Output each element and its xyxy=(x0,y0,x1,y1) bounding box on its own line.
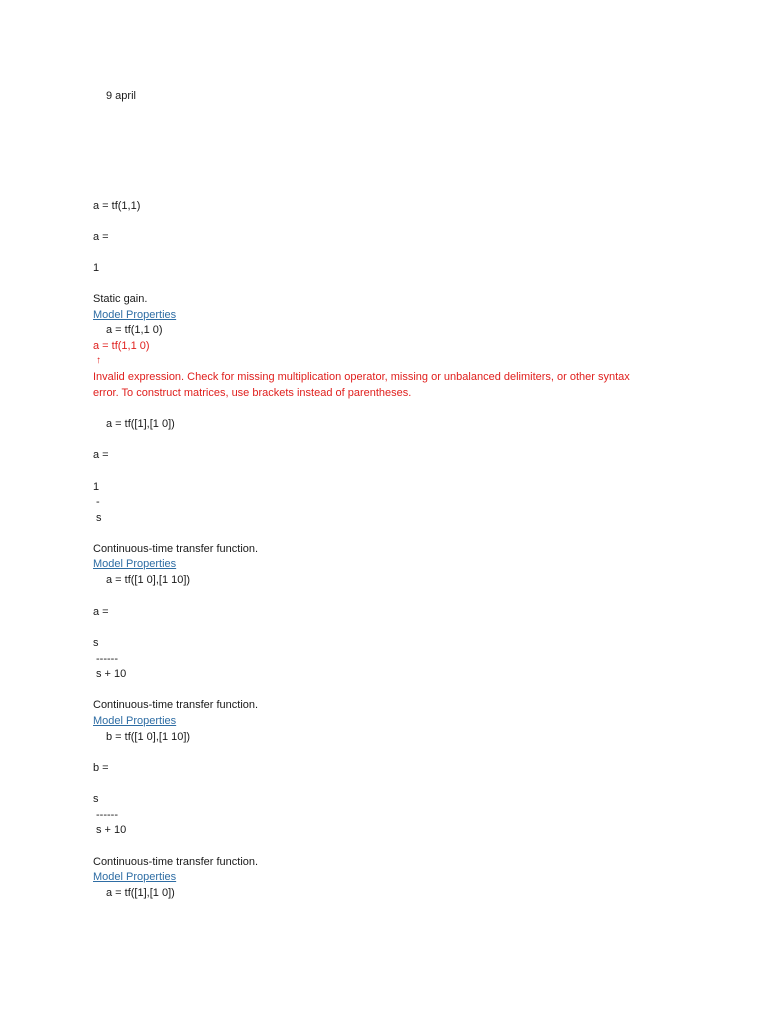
model-properties-link[interactable]: Model Properties xyxy=(93,309,177,321)
transfer-numerator: s xyxy=(93,793,99,805)
error-message: Invalid expression. Check for missing multiplication operator, missing or unbalanced delimiters, or other syntax error. To construct matrices, use brackets instead of parentheses. xyxy=(93,371,630,399)
date-heading: 9 april xyxy=(106,90,136,102)
variable-label: a = xyxy=(93,449,109,461)
output-description: Continuous-time transfer function. xyxy=(93,699,259,711)
variable-label: a = xyxy=(93,231,109,243)
transfer-numerator: 1 xyxy=(93,481,100,493)
command-line: a = tf([1],[1 0]) xyxy=(106,887,175,899)
model-properties-link[interactable]: Model Properties xyxy=(93,715,177,727)
output-description: Continuous-time transfer function. xyxy=(93,856,259,868)
command-line: a = tf(1,1) xyxy=(93,200,141,212)
output-description: Static gain. xyxy=(93,293,148,305)
command-line: a = tf(1,1 0) xyxy=(106,324,163,336)
output-description: Continuous-time transfer function. xyxy=(93,543,259,555)
output-value: 1 xyxy=(93,262,100,274)
transfer-fraction-bar: ------ xyxy=(96,809,118,821)
transfer-fraction-bar: - xyxy=(96,496,100,508)
variable-label: a = xyxy=(93,606,109,618)
model-properties-link[interactable]: Model Properties xyxy=(93,558,177,570)
transfer-denominator: s + 10 xyxy=(96,824,127,836)
model-properties-link[interactable]: Model Properties xyxy=(93,871,177,883)
transfer-numerator: s xyxy=(93,637,99,649)
transfer-denominator: s + 10 xyxy=(96,668,127,680)
transfer-fraction-bar: ------ xyxy=(96,653,118,665)
error-command-line: a = tf(1,1 0) xyxy=(93,340,150,352)
variable-label: b = xyxy=(93,762,109,774)
command-line: b = tf([1 0],[1 10]) xyxy=(106,731,191,743)
error-caret-icon: ↑ xyxy=(96,355,101,366)
transfer-denominator: s xyxy=(96,512,102,524)
command-line: a = tf([1],[1 0]) xyxy=(106,418,175,430)
command-line: a = tf([1 0],[1 10]) xyxy=(106,574,191,586)
